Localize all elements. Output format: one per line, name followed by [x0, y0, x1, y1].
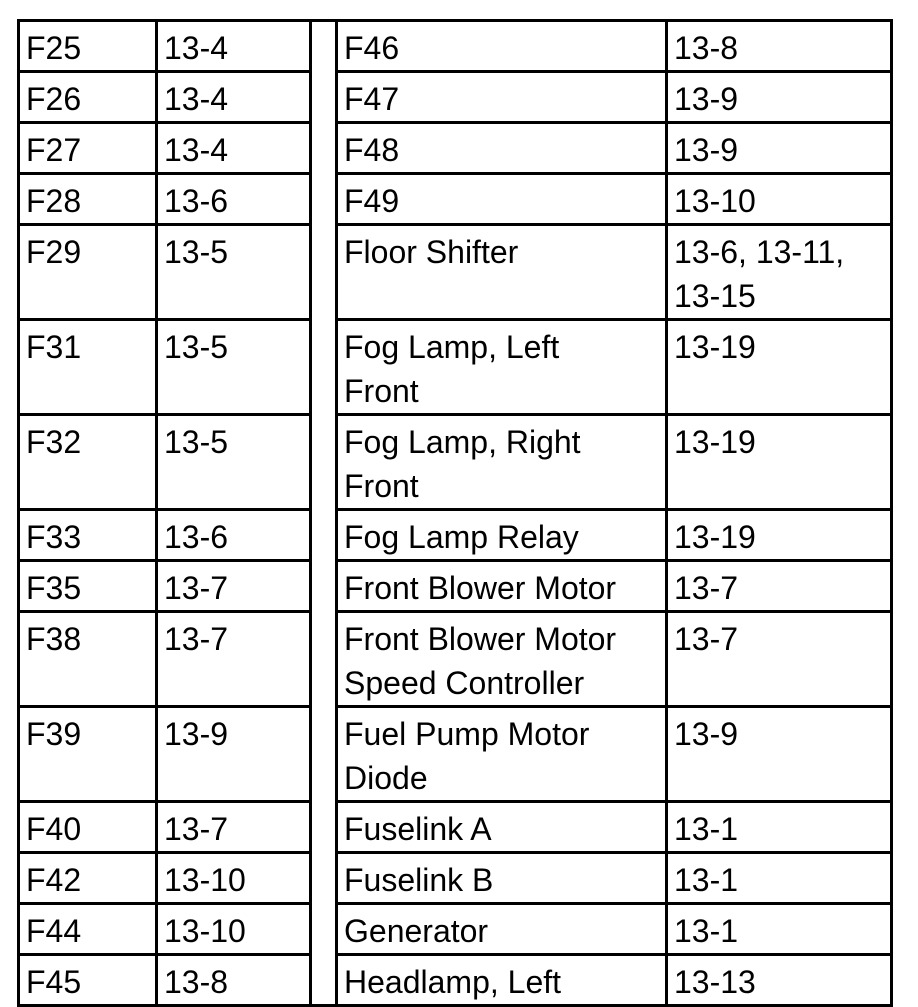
left-page-cell: 13-4 [157, 72, 311, 123]
right-page-cell: 13-10 [667, 174, 892, 225]
right-page-cell: 13-1 [667, 853, 892, 904]
table-row [19, 707, 892, 802]
table-row [19, 955, 892, 1006]
right-name-cell: F49 [337, 174, 667, 225]
right-name-cell: Front Blower Motor [337, 561, 667, 612]
left-page-cell: 13-5 [157, 320, 311, 415]
column-gap [311, 955, 337, 1006]
column-gap [311, 174, 337, 225]
left-page-cell: 13-5 [157, 415, 311, 510]
left-code-cell: F32 [19, 415, 157, 510]
table-row [19, 415, 892, 510]
left-code-cell: F39 [19, 707, 157, 802]
left-page-cell: 13-8 [157, 955, 311, 1006]
left-code-cell: F26 [19, 72, 157, 123]
left-code-cell: F29 [19, 225, 157, 320]
right-page-cell: 13-6, 13-11, 13-15 [667, 225, 892, 320]
right-name-cell: Fuselink A [337, 802, 667, 853]
column-gap [311, 707, 337, 802]
right-name-cell: Fog Lamp, Left Front [337, 320, 667, 415]
column-gap [311, 123, 337, 174]
right-name-cell: Headlamp, Left [337, 955, 667, 1006]
component-index-table [17, 19, 893, 1007]
left-page-cell: 13-4 [157, 21, 311, 72]
left-code-cell: F25 [19, 21, 157, 72]
left-code-cell: F40 [19, 802, 157, 853]
right-page-cell: 13-1 [667, 802, 892, 853]
right-page-cell: 13-9 [667, 72, 892, 123]
left-code-cell: F28 [19, 174, 157, 225]
right-page-cell: 13-9 [667, 707, 892, 802]
column-gap [311, 510, 337, 561]
table-row [19, 612, 892, 707]
column-gap [311, 904, 337, 955]
right-name-cell: Fog Lamp, Right Front [337, 415, 667, 510]
right-page-cell: 13-7 [667, 561, 892, 612]
left-page-cell: 13-4 [157, 123, 311, 174]
left-code-cell: F35 [19, 561, 157, 612]
column-gap [311, 612, 337, 707]
right-page-cell: 13-9 [667, 123, 892, 174]
left-page-cell: 13-7 [157, 802, 311, 853]
table-row [19, 904, 892, 955]
table-row [19, 21, 892, 72]
right-name-cell: F48 [337, 123, 667, 174]
left-code-cell: F27 [19, 123, 157, 174]
left-code-cell: F38 [19, 612, 157, 707]
right-page-cell: 13-19 [667, 510, 892, 561]
right-name-cell: F46 [337, 21, 667, 72]
table-row [19, 225, 892, 320]
right-name-cell: Fog Lamp Relay [337, 510, 667, 561]
left-page-cell: 13-9 [157, 707, 311, 802]
table-row [19, 802, 892, 853]
right-page-cell: 13-13 [667, 955, 892, 1006]
left-page-cell: 13-6 [157, 174, 311, 225]
column-gap [311, 802, 337, 853]
table-row [19, 123, 892, 174]
table-row [19, 320, 892, 415]
right-page-cell: 13-19 [667, 415, 892, 510]
table-row [19, 853, 892, 904]
column-gap [311, 320, 337, 415]
right-name-cell: Generator [337, 904, 667, 955]
column-gap [311, 561, 337, 612]
left-code-cell: F45 [19, 955, 157, 1006]
left-code-cell: F33 [19, 510, 157, 561]
right-name-cell: Fuselink B [337, 853, 667, 904]
right-page-cell: 13-7 [667, 612, 892, 707]
left-page-cell: 13-5 [157, 225, 311, 320]
column-gap [311, 415, 337, 510]
column-gap [311, 853, 337, 904]
right-name-cell: Floor Shifter [337, 225, 667, 320]
column-gap [311, 225, 337, 320]
left-code-cell: F42 [19, 853, 157, 904]
column-gap [311, 72, 337, 123]
right-name-cell: Fuel Pump Motor Diode [337, 707, 667, 802]
table-row [19, 510, 892, 561]
table-body [19, 21, 892, 1006]
left-code-cell: F44 [19, 904, 157, 955]
table-row [19, 561, 892, 612]
left-page-cell: 13-7 [157, 561, 311, 612]
left-page-cell: 13-7 [157, 612, 311, 707]
left-page-cell: 13-10 [157, 853, 311, 904]
column-gap [311, 21, 337, 72]
right-page-cell: 13-19 [667, 320, 892, 415]
left-code-cell: F31 [19, 320, 157, 415]
right-name-cell: F47 [337, 72, 667, 123]
right-page-cell: 13-1 [667, 904, 892, 955]
right-name-cell: Front Blower Motor Speed Controller [337, 612, 667, 707]
left-page-cell: 13-10 [157, 904, 311, 955]
table-row [19, 72, 892, 123]
left-page-cell: 13-6 [157, 510, 311, 561]
right-page-cell: 13-8 [667, 21, 892, 72]
table-row [19, 174, 892, 225]
